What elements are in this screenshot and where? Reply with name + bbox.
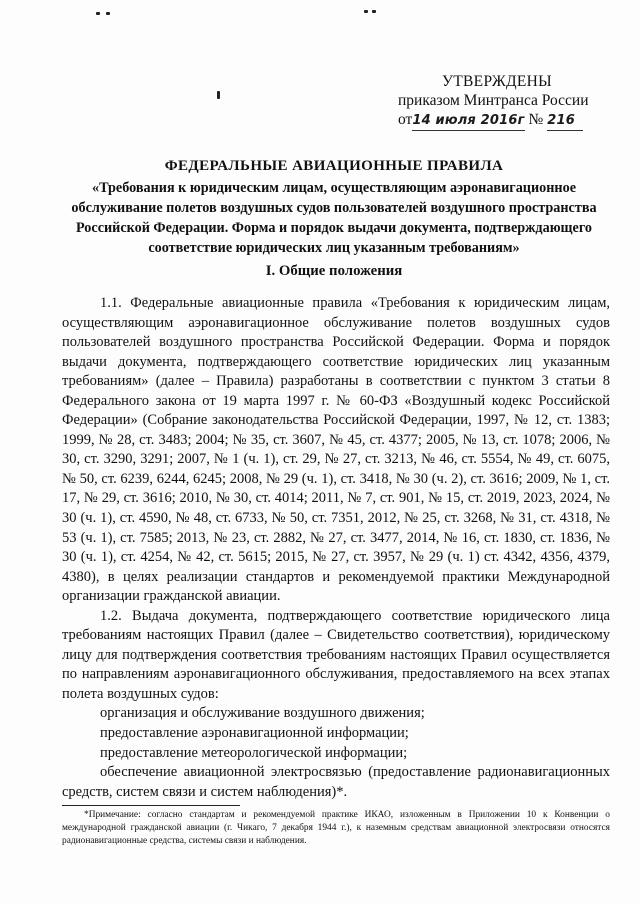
approved-by-order: приказом Минтранса России [398, 92, 589, 109]
paragraph-1-1: 1.1. Федеральные авиационные правила «Требования к юридическим лицам, осуществляющим аэронавигационное обслуживание полетов воздушных судов пользователей воздушного пространства Российской Федерации. Форма и порядок выдачи документа, подтверждающего соответствие юридических лиц указанным требованиям» (далее – Правила) разработаны в соответствии с пунктом 3 статьи 8 Федерального закона от 19 марта 1997 г. № 60-ФЗ «Воздушный кодекс Российской Федерации» (Собрание законодательства Российской Федерации, 1997, № 12, ст. 1383; 1999, № 28, ст. 3483; 2004; № 35, ст. 3607, № 45, ст. 4377; 2005, № 13, ст. 1078; 2006, № 30, ст. 3290, 3291; 2007, № 1 (ч. 1), ст. 29, № 27, ст. 3213, № 46, ст. 5554, № 49, ст. 6075, № 50, ст. 6239, 6244, 6245; 2008, № 29 (ч. 1), ст. 3418, № 30 (ч. 2), ст. 3616; 2009, № 1, ст. 17, № 29, ст. 3616; 2010, № 30, ст. 4014; 2011, № 7, ст. 901, № 15, ст. 2019, 2023, 2024, № 30 (ч. 1), ст. 4590, № 48, ст. 6733, № 50, ст. 7351, 2012, № 25, ст. 3268, № 31, ст. 4318, № 53 (ч. 1), ст. 7585; 2013, № 23, ст. 2882, № 27, ст. 3477, 2014, № 16, ст. 1830, ст. 1836, № 30 (ч. 1), ст. 4254, № 42, ст. 5615; 2015, № 27, ст. 3957, № 29 (ч. 1) ст. 4342, 4356, 4379, 4380), в целях реализации стандартов и рекомендуемой практики Международной организации гражданской авиации. [62, 295, 610, 605]
list-item: предоставление метеорологической информации; [100, 744, 408, 761]
section-heading: I. Общие положения [265, 263, 403, 279]
scan-mark [372, 10, 376, 13]
document-title: ФЕДЕРАЛЬНЫЕ АВИАЦИОННЫЕ ПРАВИЛА [164, 158, 504, 174]
body-text [62, 294, 610, 802]
scan-mark [217, 91, 220, 99]
handwritten-order-number: 216 [547, 111, 583, 131]
approved-label: УТВЕРЖДЕНЫ [442, 73, 552, 90]
date-prefix: от [398, 111, 413, 128]
list-item: обеспечение авиационной электросвязью (предоставление радионавигационных средств, систем связи и систем наблюдения)*. [62, 764, 610, 800]
paragraph-1-2: 1.2. Выдача документа, подтверждающего соответствие юридического лица требованиям настоящих Правил (далее – Свидетельство соответствия), юридическому лицу для подтверждения соответствия требованиям настоящих Правил осуществляется по направлениям аэронавигационного обслуживания, предоставляемого на всех этапах полета воздушных судов: [62, 607, 610, 702]
number-prefix: № [528, 111, 544, 128]
scan-mark [96, 12, 100, 15]
handwritten-date: 14 июля 2016г [412, 111, 524, 131]
document-subtitle: «Требования к юридическим лицам, осуществляющим аэронавигационное обслуживание полетов воздушных судов пользователей воздушного пространства Российской Федерации. Форма и порядок выдачи документа, подтверждающего соответствие юридических лиц указанным требованиям» [71, 180, 597, 256]
list-item: предоставление аэронавигационной информации; [100, 725, 409, 742]
approval-block [398, 72, 618, 131]
footnote [62, 809, 610, 848]
order-date-line [398, 110, 618, 131]
scan-mark [106, 12, 110, 15]
scan-mark [364, 10, 368, 13]
footnote-text: *Примечание: согласно стандартам и рекомендуемой практике ИКАО, изложенным в Приложении 10 к Конвенции о международной гражданской авиации (г. Чикаго, 7 декабря 1944 г.), к наземным средствам авиационной электросвязи относятся радионавигационные средства, системы связи и наблюдения. [62, 810, 610, 846]
footnote-divider [62, 805, 240, 806]
title-block [58, 156, 610, 258]
list-item: организация и обслуживание воздушного движения; [100, 705, 425, 722]
